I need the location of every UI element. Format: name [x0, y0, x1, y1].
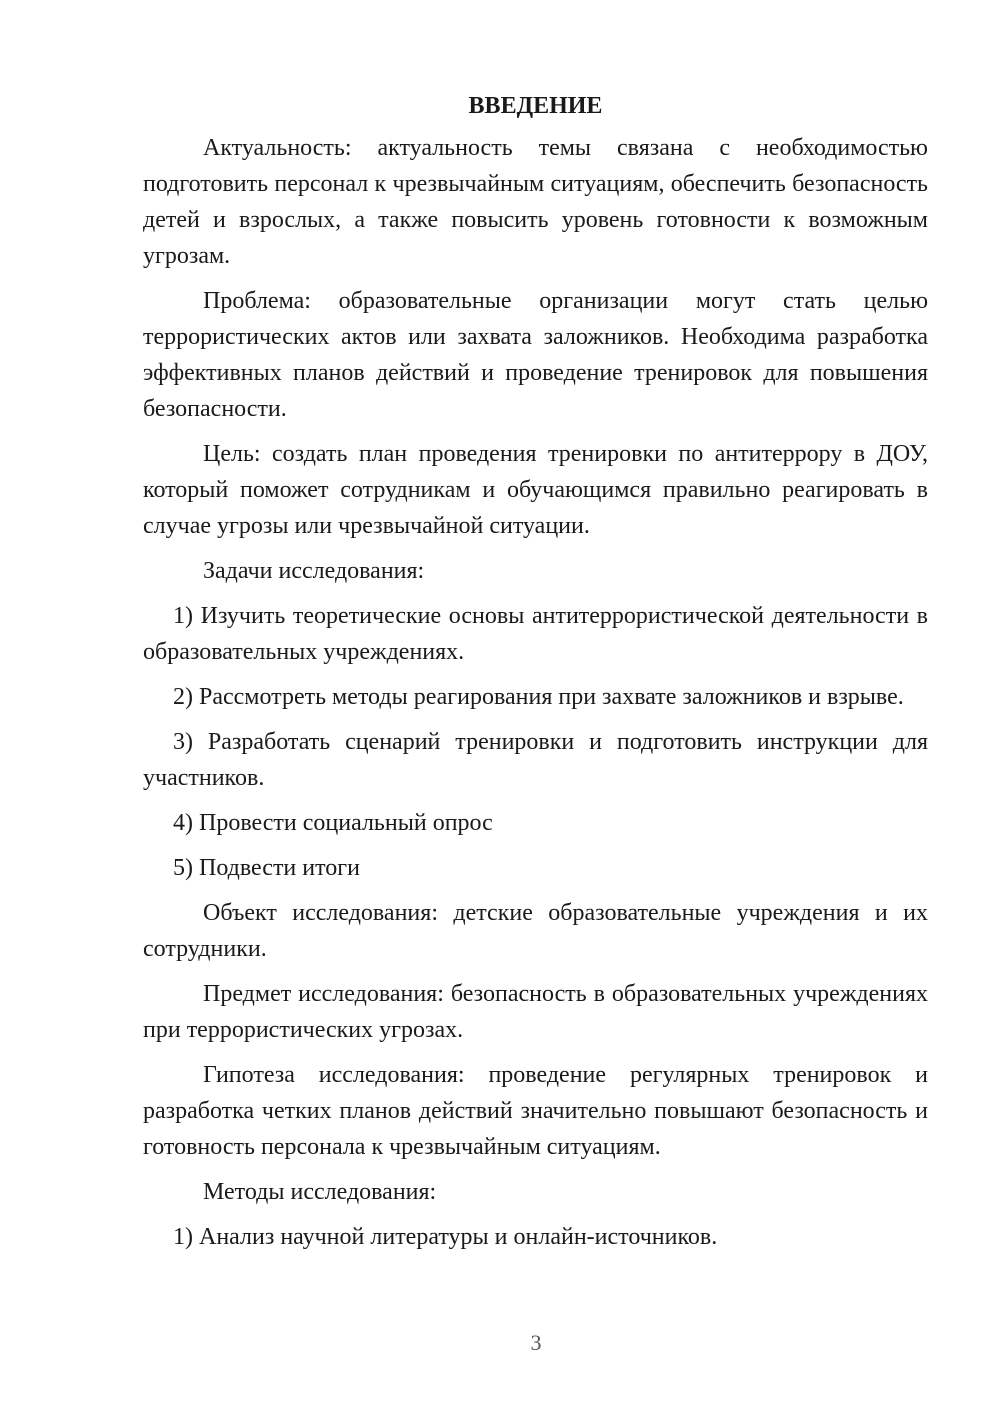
document-page: [143, 88, 928, 1264]
task-item: 4) Провести социальный опрос: [173, 810, 493, 836]
document-title: ВВЕДЕНИЕ: [468, 93, 603, 119]
subject-paragraph: Предмет исследования: безопасность в образовательных учреждениях при террористических угрозах.: [143, 981, 928, 1043]
task-item: 1) Изучить теоретические основы антитеррористической деятельности в образовательных учреждениях.: [143, 603, 928, 665]
page-number: 3: [530, 1330, 542, 1355]
task-item: 3) Разработать сценарий тренировки и подготовить инструкции для участников.: [143, 729, 928, 791]
task-item: 2) Рассмотреть методы реагирования при захвате заложников и взрыве.: [173, 684, 904, 710]
tasks-heading: Задачи исследования:: [203, 558, 425, 584]
task-item: 5) Подвести итоги: [173, 855, 360, 881]
relevance-paragraph: Актуальность: актуальность темы связана с необходимостью подготовить персонал к чрезвычайным ситуациям, обеспечить безопасность детей и взрослых, а также повысить уровень готовности к возможным угрозам.: [143, 135, 928, 269]
method-item: 1) Анализ научной литературы и онлайн-источников.: [173, 1224, 718, 1250]
object-paragraph: Объект исследования: детские образовательные учреждения и их сотрудники.: [143, 900, 928, 962]
problem-paragraph: Проблема: образовательные организации могут стать целью террористических актов или захвата заложников. Необходима разработка эффективных планов действий и проведение тренировок для повышения безопасности.: [143, 288, 928, 422]
hypothesis-paragraph: Гипотеза исследования: проведение регулярных тренировок и разработка четких планов действий значительно повышают безопасность и готовность персонала к чрезвычайным ситуациям.: [143, 1062, 928, 1160]
methods-heading: Методы исследования:: [203, 1179, 437, 1205]
goal-paragraph: Цель: создать план проведения тренировки по антитеррору в ДОУ, который поможет сотрудникам и обучающимся правильно реагировать в случае угрозы или чрезвычайной ситуации.: [143, 441, 928, 539]
